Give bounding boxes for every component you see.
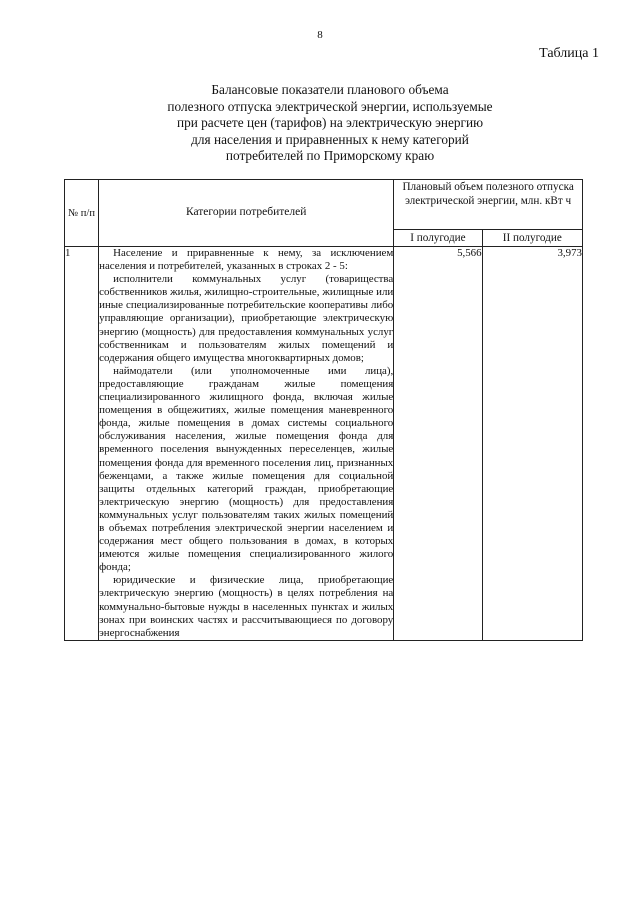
title-line: полезного отпуска электрической энергии, используемые xyxy=(167,98,493,114)
balance-table xyxy=(64,179,583,641)
category-paragraph xyxy=(99,247,393,273)
table-label: Таблица 1 xyxy=(539,46,599,61)
paragraph-text: юридические и физические лица, приобретающие электрическую энергию (мощность) в целях потребления на коммунально-бытовые нужды в населенных пунктах и жилых зонах при воинских частях и рассчитывающиеся по договору энергоснабжения xyxy=(99,574,394,639)
paragraph-text: наймодатели (или уполномоченные ими лица), предоставляющие гражданам жилые помещения специализированного жилищного фонда, включая жилые помещения в общежитиях, жилые помещения маневренного фонда, жилые помещения в домах системы социального обслуживания населения, жилые помещения фонда для временного поселения вынужденных переселенцев, жилые помещения фонда для временного поселения лиц, признанных беженцами, а также жилые помещения для социальной защиты отдельных категорий граждан, приобретающие электрическую энергию (мощность) для предоставления коммунальных услуг пользователям таких жилых помещений в объемах потребления электрической энергии населением и содержания мест общего пользования в домах, в которых имеются жилые помещения специализированного жилого фонда; xyxy=(99,364,394,574)
title-line: для населения и приравненных к нему категорий xyxy=(191,131,469,147)
page-number: 8 xyxy=(317,29,323,41)
title-line: при расчете цен (тарифов) на электрическую энергию xyxy=(176,115,484,131)
category-paragraph xyxy=(99,574,393,639)
header-half-1: I полугодие xyxy=(394,230,482,247)
document-title xyxy=(120,82,540,165)
category-paragraph xyxy=(99,273,393,365)
value-half-2: 3,973 xyxy=(482,247,582,641)
header-half-2: II полугодие xyxy=(482,230,582,247)
header-volume: Плановый объем полезного отпуска электрической энергии, млн. кВт ч xyxy=(394,180,583,230)
title-line: Балансовые показатели планового объема xyxy=(211,82,449,97)
category-paragraph xyxy=(99,365,393,575)
row-category xyxy=(99,247,394,641)
paragraph-text: Население и приравненные к нему, за исключением населения и потребителей, указанных в строках 2 - 5: xyxy=(99,247,394,273)
table-row xyxy=(65,247,583,641)
header-category: Категории потребителей xyxy=(99,180,394,247)
title-line: потребителей по Приморскому краю xyxy=(225,148,435,164)
header-number: № п/п xyxy=(65,180,99,247)
paragraph-text: исполнители коммунальных услуг (товарищества собственников жилья, жилищно-строительные, жилищные или иные специализированные потребительские кооперативы либо управляющие организации), приобретающие электрическую энергию (мощность) для предоставления коммунальных услуг собственникам и пользователям жилых помещений и содержания общего имущества многоквартирных домов; xyxy=(99,273,394,364)
table-header-row xyxy=(65,180,583,230)
row-number: 1 xyxy=(65,247,99,641)
value-half-1: 5,566 xyxy=(394,247,482,641)
